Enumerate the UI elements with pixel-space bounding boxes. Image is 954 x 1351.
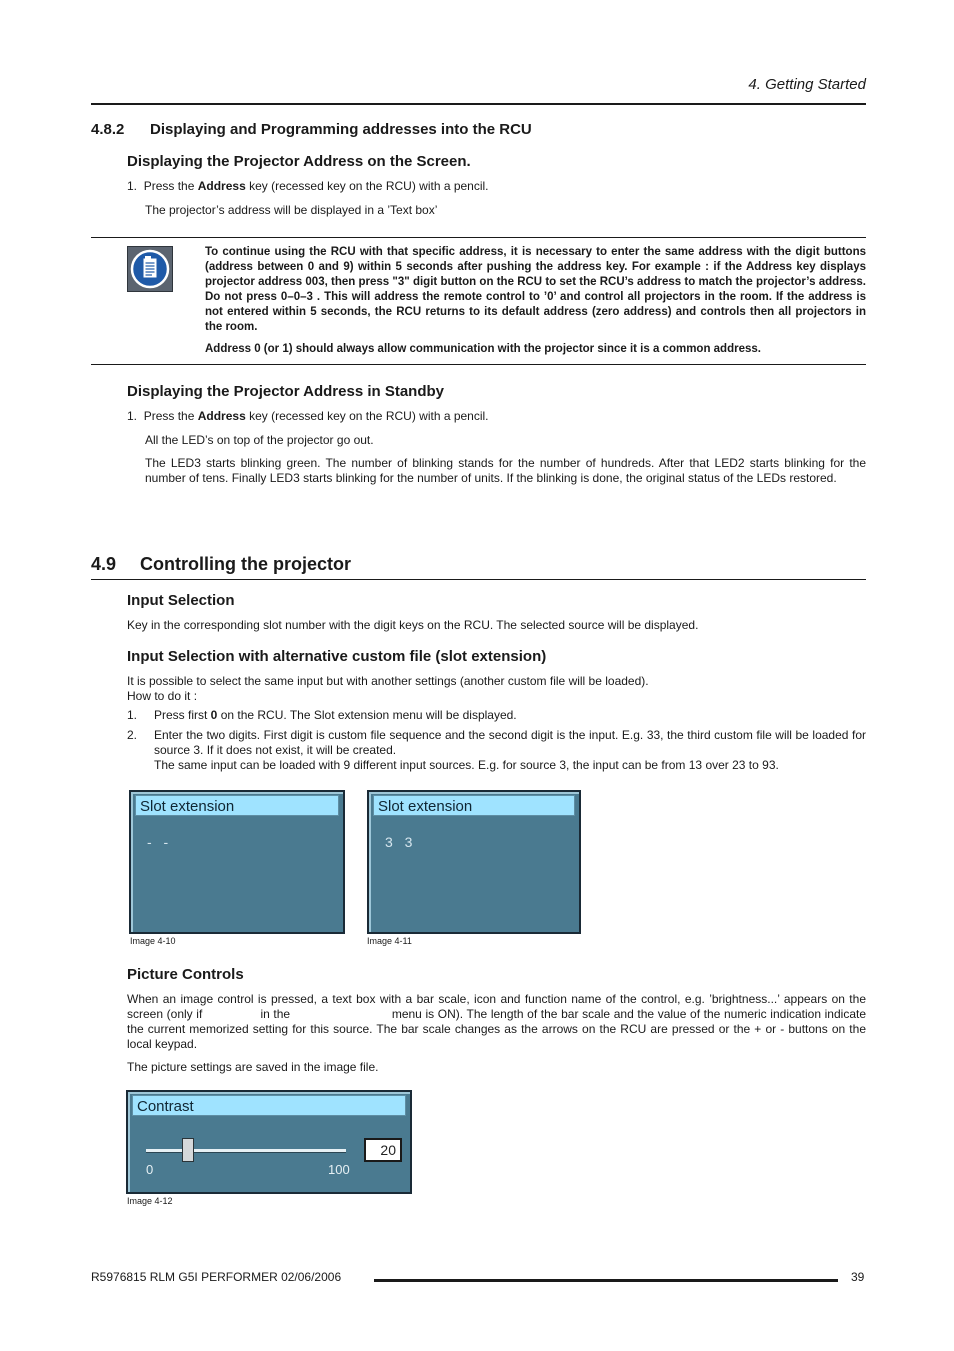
standby-result-1: All the LED’s on top of the projector go out. — [145, 433, 374, 447]
para-part-b: in the — [260, 1007, 291, 1021]
subheading-input-selection: Input Selection — [127, 592, 235, 609]
slot-step-2-line-2: The same input can be loaded with 9 different input sources. E.g. for source 3, the input can be from 13 over 23 to 93. — [154, 758, 779, 772]
key-zero: 0 — [210, 708, 218, 722]
page-number: 39 — [851, 1270, 865, 1284]
slot-step-2-number: 2. — [127, 728, 138, 742]
step-text-pre: Press the — [143, 409, 198, 423]
osd-title: Contrast — [132, 1095, 406, 1116]
slot-intro-2: How to do it : — [127, 689, 198, 703]
key-address: Address — [197, 409, 246, 423]
slot-step-1-number: 1. — [127, 708, 138, 722]
footer-rule — [374, 1279, 838, 1282]
step-text-post: key (recessed key on the RCU) with a pencil. — [245, 409, 489, 423]
note-paragraph-1: To continue using the RCU with that specific address, it is necessary to enter the same address with the digit buttons (address between 0 and 9) within 5 seconds after pushing the address key. For example : if the Address key displays projector address 003, then press "3" digit button on the RCU to set the RCU’s address to match the projector’s address. Do not press 0–0–3 . This will address the remote control to ’0’ and control all projectors in the room. If the address is not entered within 5 seconds, the RCU returns to its default address (zero address) and controls then all projectors in the room. — [205, 246, 866, 333]
key-address: Address — [197, 179, 246, 193]
subheading-address-standby: Displaying the Projector Address in Standby — [127, 383, 445, 400]
note-bottom-rule — [91, 364, 866, 365]
step-text-pre: Press the — [143, 179, 198, 193]
osd-value: 3 3 — [385, 834, 417, 850]
running-header: 4. Getting Started — [748, 76, 866, 93]
image-caption: Image 4-10 — [130, 936, 176, 946]
header-rule — [91, 103, 866, 105]
step-result: The projector’s address will be displayed in a ’Text box’ — [145, 203, 438, 217]
step-text-pre: Press first — [154, 708, 211, 722]
contrast-min-label: 0 — [146, 1162, 154, 1177]
slot-step-1 — [154, 708, 517, 723]
section-title-4-8-2: Displaying and Programming addresses into the RCU — [150, 121, 532, 138]
step-address-on-screen — [127, 179, 489, 194]
contrast-slider-thumb — [182, 1138, 194, 1162]
standby-result-2: The LED3 starts blinking green. The number of blinking stands for the number of hundreds. After that LED2 starts blinking for the number of tens. Finally LED3 starts blinking for the number of units. If the blinking is done, the original status of the LEDs restored. — [145, 456, 866, 485]
step-number: 1. — [127, 179, 138, 193]
subheading-picture-controls: Picture Controls — [127, 966, 244, 983]
input-selection-text: Key in the corresponding slot number with the digit keys on the RCU. The selected source will be displayed. — [127, 618, 699, 632]
image-caption: Image 4-11 — [367, 936, 412, 946]
osd-value: - - — [147, 834, 173, 850]
contrast-max-label: 100 — [328, 1162, 350, 1177]
step-address-standby — [127, 409, 489, 424]
subheading-slot-extension: Input Selection with alternative custom file (slot extension) — [127, 648, 547, 665]
footer-document-id: R5976815 RLM G5I PERFORMER 02/06/2006 — [91, 1270, 342, 1284]
osd-contrast — [126, 1090, 412, 1194]
osd-slot-extension-33 — [367, 790, 581, 934]
slot-step-2-line-1: Enter the two digits. First digit is custom file sequence and the second digit is the input. E.g. 33, the third custom file will be loaded for source 3. If it does not exist, it will be created. — [154, 728, 866, 757]
note-document-icon — [127, 246, 173, 292]
contrast-slider-track — [146, 1149, 346, 1153]
osd-title: Slot extension — [373, 795, 575, 816]
picture-settings-text: The picture settings are saved in the image file. — [127, 1060, 379, 1074]
picture-controls-paragraph — [127, 992, 866, 1052]
subheading-address-on-screen: Displaying the Projector Address on the Screen. — [127, 153, 471, 170]
note-paragraph-2: Address 0 (or 1) should always allow communication with the projector since it is a common address. — [205, 343, 761, 355]
step-text-post: key (recessed key on the RCU) with a pencil. — [245, 179, 489, 193]
section-title-4-9: Controlling the projector — [140, 554, 351, 574]
osd-title: Slot extension — [135, 795, 339, 816]
para-part-c: menu is ON). The length of the bar scale and the value of the numeric indication indicate the current memorized setting for this source. The bar scale changes as the arrows on the RCU are pressed or the + or - buttons on the local keypad. — [127, 1007, 866, 1051]
step-text-post: on the RCU. The Slot extension menu will be displayed. — [217, 708, 517, 722]
step-number: 1. — [127, 409, 138, 423]
slot-intro-1: It is possible to select the same input but with another settings (another custom file will be loaded). — [127, 674, 649, 688]
image-caption: Image 4-12 — [127, 1196, 173, 1206]
section-number-4-9: 4.9 — [91, 554, 117, 574]
para-part-a: When an image control is pressed, a text box with a bar scale, icon and function name of the control, e.g. ’brightness...’ appears on the screen (only if — [127, 992, 866, 1021]
note-top-rule — [91, 237, 866, 238]
section-number-4-8-2: 4.8.2 — [91, 121, 125, 138]
section-rule-4-9 — [91, 579, 866, 580]
contrast-value-box: 20 — [364, 1138, 402, 1162]
osd-slot-extension-empty — [129, 790, 345, 934]
